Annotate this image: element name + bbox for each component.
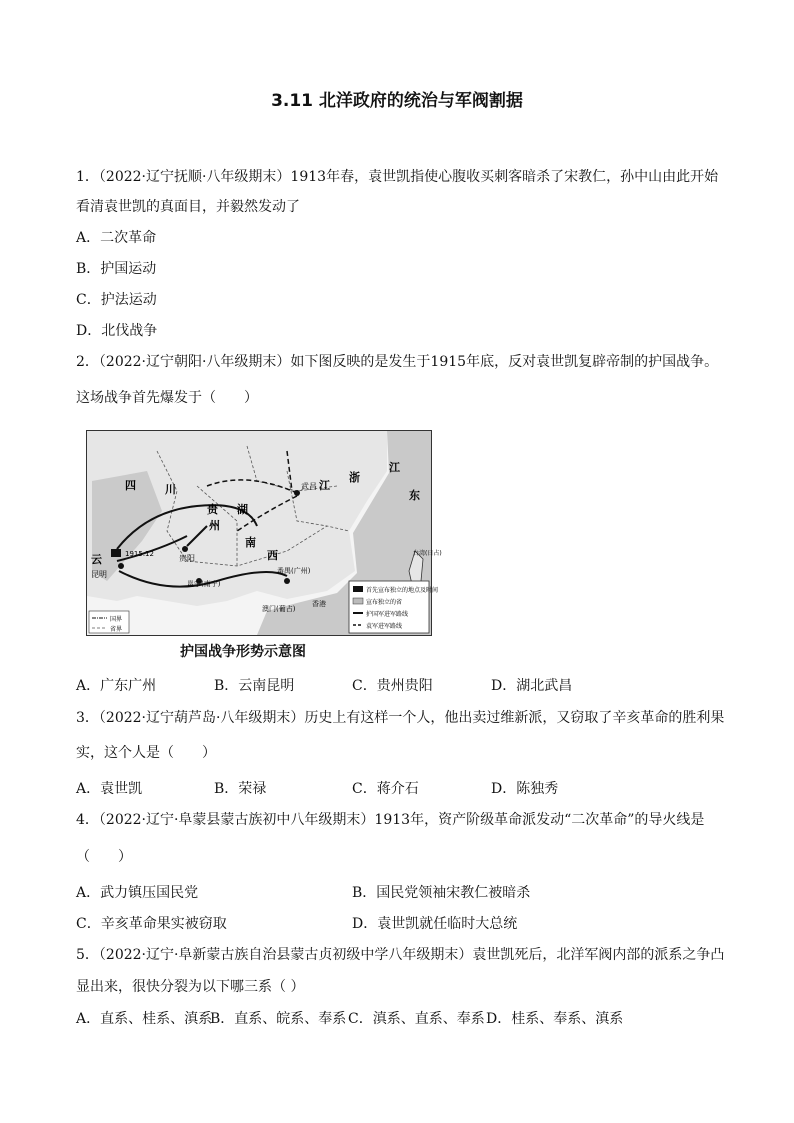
label-nanning: 邕宁(南宁) — [187, 580, 221, 588]
figure-caption: 护国战争形势示意图 — [180, 644, 306, 660]
kunming-marker — [118, 563, 124, 569]
q4-option-b[interactable]: B．国民党领袖宋教仁被暗杀 — [352, 885, 531, 901]
q2-stem-line-2: 这场战争首先爆发于（ ） — [76, 390, 258, 406]
label-hongkong: 香港 — [312, 600, 326, 608]
q1-option-c[interactable]: C．护法运动 — [76, 292, 157, 308]
label-zhejiang-1: 浙 — [349, 471, 360, 484]
q1-stem-line-1: 1．（2022·辽宁抚顺·八年级期末）1913年春，袁世凯指使心腹收买刺客暗杀了宋教仁，孙中山由此开始 — [76, 169, 719, 185]
label-taiwan: 台湾(日占) — [413, 550, 442, 557]
q3-option-b[interactable]: B．荣禄 — [214, 781, 267, 797]
q5-option-b[interactable]: B．直系、皖系、奉系 — [210, 1011, 347, 1027]
label-zhejiang-2: 江 — [389, 461, 400, 474]
legend-flag-icon — [353, 586, 363, 592]
q5-option-a[interactable]: A．直系、桂系、滇系 — [76, 1011, 213, 1027]
map-svg — [87, 431, 442, 635]
q3-stem-line-2: 实，这个人是（ ） — [76, 745, 216, 761]
label-guangzhou: 番禺(广州) — [277, 567, 311, 575]
q1-option-d[interactable]: D．北伐战争 — [76, 323, 158, 339]
label-sichuan-1: 四 — [125, 479, 136, 492]
label-aomen: 澳门(葡占) — [262, 605, 296, 613]
huguo-war-map — [86, 430, 442, 636]
label-jiangxi: 江 — [319, 479, 330, 492]
q3-option-d[interactable]: D．陈独秀 — [491, 781, 559, 797]
label-hunan-1: 湖 — [237, 503, 248, 516]
label-guangxi: 西 — [267, 549, 278, 562]
label-wuchang: 武昌 — [301, 482, 317, 491]
q2-option-b[interactable]: B．云南昆明 — [214, 678, 295, 694]
q1-option-a[interactable]: A．二次革命 — [76, 230, 157, 246]
page-title: 3.11 北洋政府的统治与军阀割据 — [271, 91, 523, 111]
label-sichuan-2: 川 — [165, 483, 176, 496]
q2-option-c[interactable]: C．贵州贵阳 — [352, 678, 433, 694]
q4-option-c[interactable]: C．辛亥革命果实被窃取 — [76, 916, 227, 932]
label-yunnan: 云 — [91, 553, 102, 566]
q4-option-d[interactable]: D．袁世凯就任临时大总统 — [352, 916, 518, 932]
legend-item-4: 袁军进军路线 — [366, 623, 403, 630]
guangzhou-marker — [284, 578, 290, 584]
q3-stem-line-1: 3．（2022·辽宁葫芦岛·八年级期末）历史上有这样一个人，他出卖过维新派，又窃取了辛亥革命的胜利果 — [76, 710, 725, 726]
q3-option-a[interactable]: A．袁世凯 — [76, 781, 143, 797]
q1-option-b[interactable]: B．护国运动 — [76, 261, 157, 277]
q5-option-d[interactable]: D．桂系、奉系、滇系 — [486, 1011, 624, 1027]
q1-stem-line-2: 看清袁世凯的真面目，并毅然发动了 — [76, 199, 300, 215]
legend-swatch-icon — [353, 598, 363, 604]
legend-item-2: 宣布独立的省 — [366, 599, 403, 606]
q2-option-d[interactable]: D．湖北武昌 — [491, 678, 573, 694]
q4-stem-line-1: 4．（2022·辽宁·阜蒙县蒙古族初中八年级期末）1913年，资产阶级革命派发动“二次革命”的导火线是 — [76, 812, 705, 828]
legend-bottom-1: 国界 — [110, 616, 123, 623]
independence-flag-icon — [111, 549, 121, 557]
label-kunming: 昆明 — [91, 570, 107, 579]
label-guizhou-1: 贵 — [207, 503, 218, 516]
q5-stem-line-2: 显出来，很快分裂为以下哪三系（ ） — [76, 979, 305, 995]
q2-option-a[interactable]: A．广东广州 — [76, 678, 157, 694]
legend-item-3: 护国军进军路线 — [366, 611, 409, 618]
label-guiyang: 贵阳 — [179, 554, 195, 563]
label-date: 1915.12 — [125, 550, 154, 558]
label-hunan-2: 南 — [245, 536, 256, 549]
q4-stem-line-2: （ ） — [76, 849, 132, 865]
label-dong: 东 — [409, 489, 420, 502]
guiyang-marker — [182, 546, 188, 552]
legend-bottom-2: 省界 — [110, 626, 123, 633]
q5-option-c[interactable]: C．滇系、直系、奉系 — [348, 1011, 485, 1027]
wuchang-marker — [294, 490, 300, 496]
border-legend — [89, 611, 129, 633]
label-guizhou-2: 州 — [209, 519, 220, 532]
legend-item-1: 首先宣布独立的地点及时间 — [366, 587, 439, 594]
q4-option-a[interactable]: A．武力镇压国民党 — [76, 885, 199, 901]
q5-stem-line-1: 5．（2022·辽宁·阜新蒙古族自治县蒙古贞初级中学八年级期末）袁世凯死后，北洋军阀内部的派系之争凸 — [76, 947, 725, 963]
q2-stem-line-1: 2．（2022·辽宁朝阳·八年级期末）如下图反映的是发生于1915年底，反对袁世凯复辟帝制的护国战争。 — [76, 354, 719, 370]
q3-option-c[interactable]: C．蒋介石 — [352, 781, 419, 797]
